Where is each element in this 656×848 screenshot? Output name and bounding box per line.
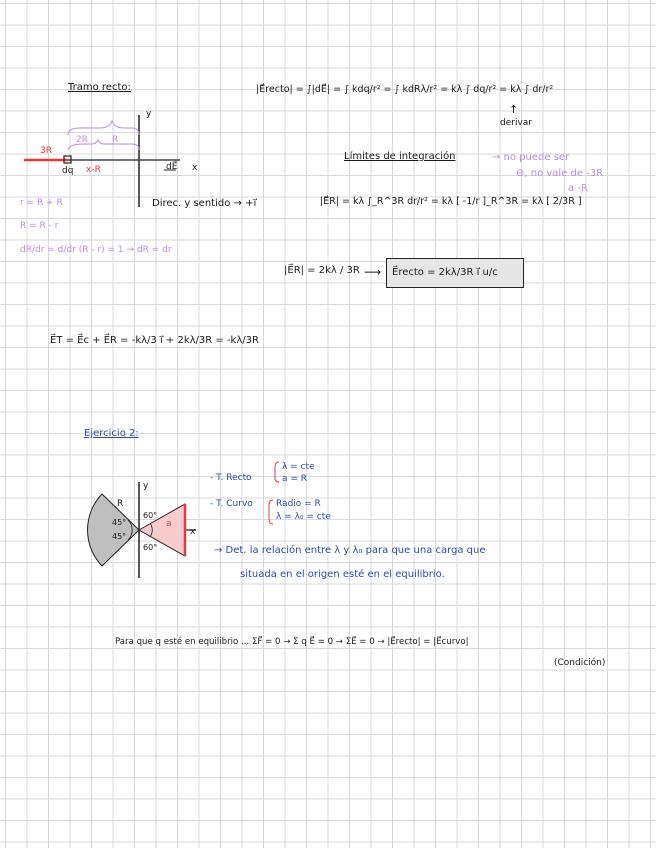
section2-title: Ejercicio 2:: [84, 428, 139, 439]
diagram1-2r-label: 2R: [76, 135, 88, 145]
diagram1-x-label: x: [192, 163, 198, 173]
formula-top: |E⃗recto| = ∫|dE⃗| = ∫ kdq/r² = ∫ kdRλ/r² = kλ ∫ dq/r² = kλ ∫ dr/r²: [256, 84, 554, 95]
diagram1-de-label: dE⃗: [166, 162, 178, 172]
curvo-line-1: Radio = R: [276, 499, 321, 509]
diagram2-angle-45b: 45°: [112, 532, 127, 541]
diagram1-r-label: R: [112, 135, 119, 145]
section1-title: Tramo recto:: [68, 82, 131, 93]
margin-note-3: dR/dr = d/dr (R - r) = 1 → dR = dr: [20, 245, 172, 255]
limits-note-2: ⊖, no vale de -3R: [516, 168, 604, 179]
task-line-2: situada en el origen esté en el equilibrio.: [240, 569, 445, 580]
limits-note-3: a -R: [568, 183, 588, 194]
direction-text: Direc. y sentido → +i⃗: [152, 198, 257, 209]
recto-line-1: λ = cte: [282, 462, 315, 472]
margin-note-1: r = R + R: [20, 198, 63, 208]
curvo-line-2: λ = λ₀ = cte: [276, 512, 331, 522]
diagram2-r-label: R: [117, 499, 124, 509]
task-line-1: → Det. la relación entre λ y λ₀ para que una carga que: [214, 545, 486, 556]
diagram1-xr-label: x-R: [86, 165, 101, 175]
diagram1-dq-label: dq: [62, 166, 74, 176]
integral-text: |E⃗R| = kλ ∫_R^3R dr/r² = kλ [ -1/r ]_R^3R = kλ [ 2/3R ]: [320, 196, 582, 207]
condition-text: (Condición): [554, 658, 606, 668]
diagram2-angle-60a: 60°: [143, 511, 158, 520]
curvo-label: - T. Curvo: [210, 499, 253, 509]
equilibrium-text: Para que q esté en equilibrio ... ΣF⃗ = 0 → Σ q E⃗ = 0 → ΣE⃗ = 0 → |E⃗recto| = |E⃗curvo|: [115, 637, 469, 647]
diagram1-3r-label: 3R: [40, 146, 52, 156]
recto-line-2: a = R: [282, 474, 308, 484]
recto-label: - T. Recto: [210, 473, 252, 483]
diagram2-angle-60b: 60°: [143, 543, 158, 552]
curved-sector: [88, 494, 139, 566]
diagram2-y-label: y: [143, 481, 149, 491]
diagram2-x-label: x: [190, 527, 196, 537]
limits-note-1: → no puede ser: [492, 152, 570, 163]
result-arrow: ⟶: [364, 265, 382, 279]
diagram1-y-label: y: [146, 109, 152, 119]
result-left: |E⃗R| = 2kλ / 3R: [284, 265, 360, 276]
sum-text: E⃗T = E⃗c + E⃗R = -kλ/3 i⃗ + 2kλ/3R = -kλ/3R: [50, 335, 259, 346]
diagram1-bracket-big: [68, 121, 139, 135]
derivar-label: derivar: [500, 118, 532, 128]
result-box-text: E⃗recto = 2kλ/3R i⃗ u/c: [392, 267, 498, 278]
limits-label: Límites de integración: [344, 151, 456, 162]
margin-note-2: R = R - r: [20, 221, 59, 231]
derivar-arrow: ↑: [509, 103, 519, 116]
diagram2-a-label: a: [166, 519, 172, 529]
diagram2-angle-45a: 45°: [112, 518, 127, 527]
